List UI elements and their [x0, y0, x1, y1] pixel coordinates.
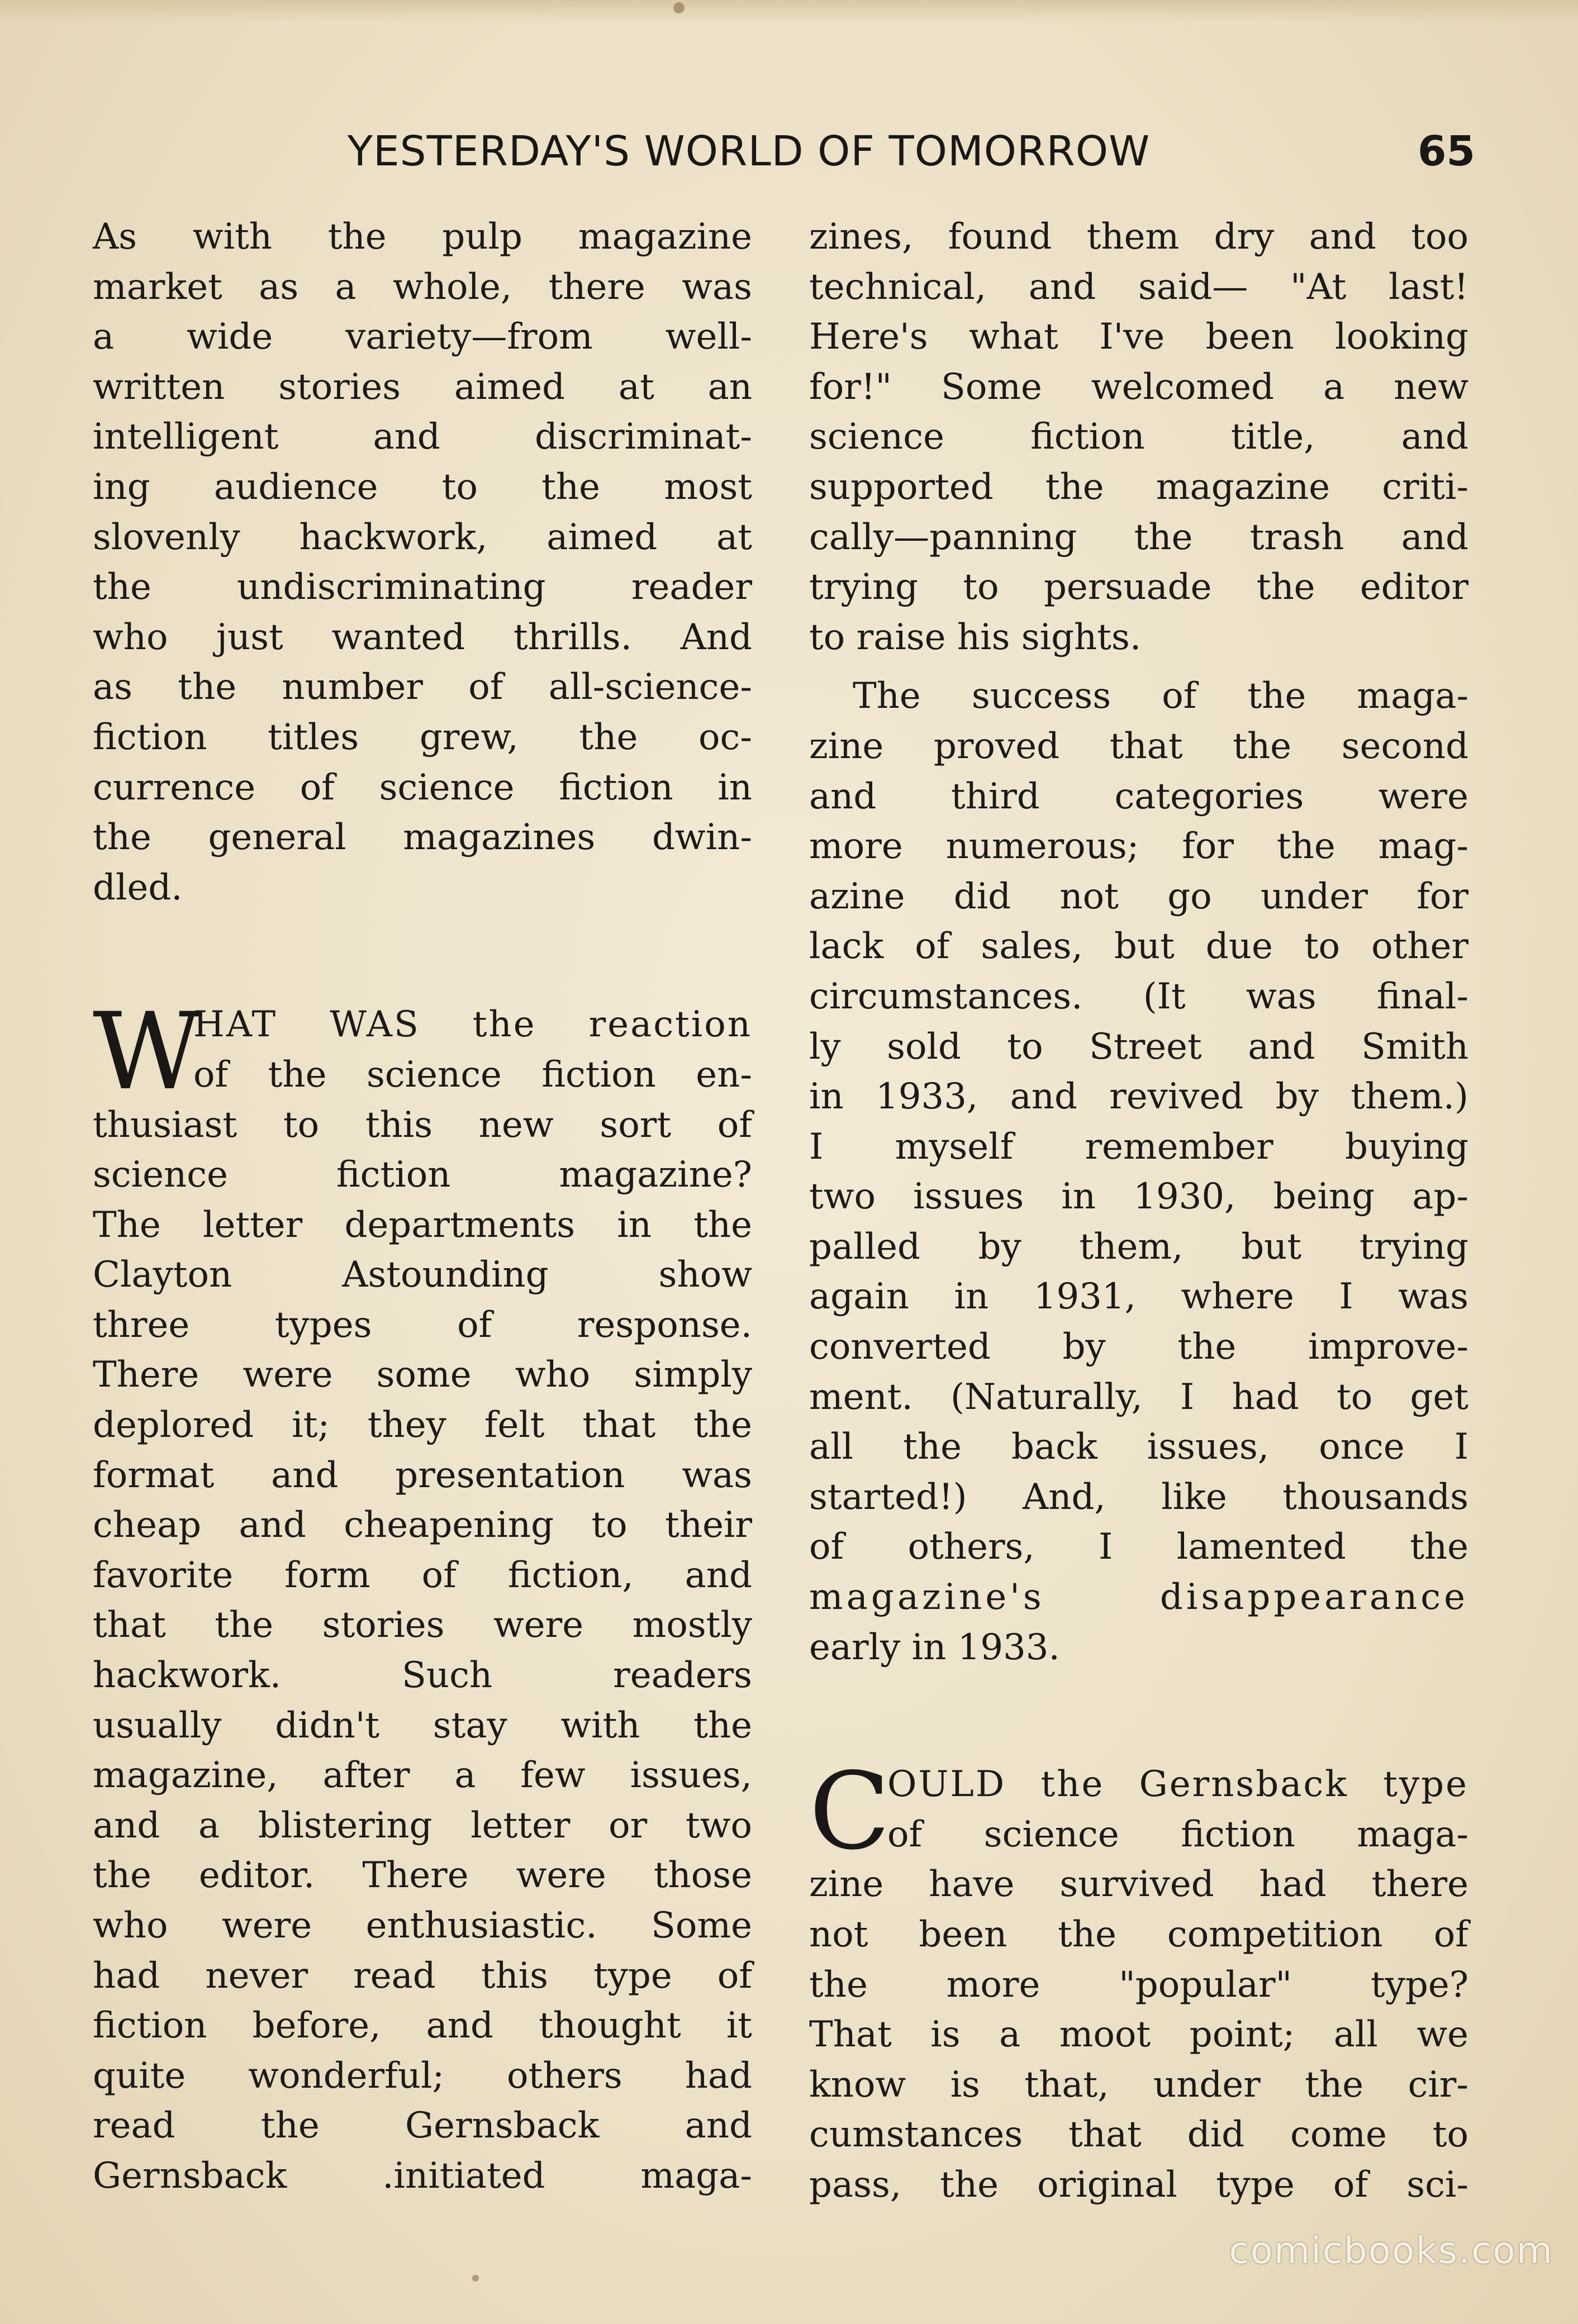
text-line: to raise his sights.: [809, 616, 1142, 658]
text-line: more numerous; for the mag-: [809, 826, 1468, 868]
left-column: [93, 212, 752, 2202]
text-line: thusiast to this new sort of: [93, 1104, 752, 1146]
text-line: supported the magazine criti-: [809, 466, 1468, 508]
text-line: fiction before, and thought it: [93, 2005, 752, 2047]
text-line: trying to persuade the editor: [809, 566, 1468, 608]
text-line-lead: OULD the Gernsback type: [887, 1764, 1468, 1806]
text-line: who were enthusiastic. Some: [93, 1905, 752, 1946]
text-line: the editor. There were those: [93, 1855, 752, 1897]
text-line: market as a whole, there was: [93, 266, 752, 308]
text-line: again in 1931, where I was: [809, 1276, 1468, 1318]
text-line: Here's what I've been looking: [809, 316, 1468, 358]
drop-cap: C: [809, 1750, 891, 1874]
text-line: had never read this type of: [93, 1955, 752, 1997]
text-line: of the science fiction en-: [193, 1054, 752, 1096]
watermark: comicbooks.com: [1229, 2229, 1553, 2272]
section-gap: [93, 913, 752, 1000]
text-line: magazine's disappearance: [809, 1577, 1468, 1618]
text-line: There were some who simply: [93, 1354, 752, 1396]
text-line: not been the competition of: [809, 1914, 1468, 1955]
paragraph: [809, 212, 1468, 663]
paragraph: [93, 212, 752, 913]
text-line: dled.: [93, 866, 183, 908]
text-line: magazine, after a few issues,: [93, 1755, 752, 1797]
text-line: science fiction magazine?: [93, 1154, 752, 1196]
text-line: quite wonderful; others had: [93, 2055, 752, 2097]
paper-spot: [673, 2, 685, 13]
paper-spot: [472, 2275, 479, 2282]
text-line: ment. (Naturally, I had to get: [809, 1376, 1468, 1418]
text-line: ing audience to the most: [93, 466, 752, 508]
text-line: two issues in 1930, being ap-: [809, 1176, 1468, 1218]
section-gap: [809, 1673, 1468, 1760]
text-line: early in 1933.: [809, 1626, 1060, 1668]
text-line: palled by them, but trying: [809, 1226, 1468, 1268]
text-line: who just wanted thrills. And: [93, 616, 752, 658]
text-line: I myself remember buying: [809, 1126, 1468, 1168]
text-line: cumstances that did come to: [809, 2114, 1468, 2156]
text-line: and third categories were: [809, 775, 1468, 817]
text-line: currence of science fiction in: [93, 766, 752, 808]
text-line: three types of response.: [93, 1304, 752, 1346]
text-line: intelligent and discriminat-: [93, 416, 752, 458]
text-line: circumstances. (It was final-: [809, 975, 1468, 1017]
text-line: Gernsback .initiated maga-: [93, 2155, 752, 2197]
text-line: The letter departments in the: [93, 1204, 752, 1246]
text-line: as the number of all-science-: [93, 666, 752, 708]
text-line: pass, the original type of sci-: [809, 2164, 1468, 2206]
paragraph-gap: [809, 663, 1468, 672]
text-line: the more "popular" type?: [809, 1964, 1468, 2006]
text-line: converted by the improve-: [809, 1326, 1468, 1368]
text-line: all the back issues, once I: [809, 1426, 1468, 1468]
text-line: cally—panning the trash and: [809, 516, 1468, 558]
text-line: and a blistering letter or two: [93, 1804, 752, 1846]
page-number: 65: [1418, 127, 1475, 175]
text-line: the general magazines dwin-: [93, 817, 752, 859]
text-line: of science fiction maga-: [887, 1813, 1468, 1855]
text-line: science fiction title, and: [809, 416, 1468, 458]
text-line: zines, found them dry and too: [809, 216, 1468, 258]
text-line: format and presentation was: [93, 1454, 752, 1496]
text-line: of others, I lamented the: [809, 1526, 1468, 1568]
text-line: zine proved that the second: [809, 725, 1468, 767]
text-line: know is that, under the cir-: [809, 2064, 1468, 2106]
text-line: slovenly hackwork, aimed at: [93, 516, 752, 558]
text-line: deplored it; they felt that the: [93, 1404, 752, 1446]
text-line: usually didn't stay with the: [93, 1704, 752, 1746]
text-line: a wide variety—from well-: [93, 316, 752, 358]
text-line: written stories aimed at an: [93, 366, 752, 408]
text-line: ly sold to Street and Smith: [809, 1026, 1468, 1068]
drop-cap: W: [93, 990, 202, 1114]
right-column: [809, 212, 1468, 2211]
running-title: YESTERDAY'S WORLD OF TOMORROW: [347, 127, 1151, 175]
text-line: for!" Some welcomed a new: [809, 366, 1468, 408]
text-line: lack of sales, but due to other: [809, 926, 1468, 968]
text-line: cheap and cheapening to their: [93, 1504, 752, 1546]
paragraph: [809, 672, 1468, 1673]
text-line: started!) And, like thousands: [809, 1476, 1468, 1518]
paragraph: [809, 1750, 1468, 2210]
text-line: technical, and said— "At last!: [809, 266, 1468, 308]
text-line: in 1933, and revived by them.): [809, 1076, 1468, 1118]
page-edge-shadow: [0, 0, 1578, 22]
text-line: that the stories were mostly: [93, 1604, 752, 1646]
text-line: azine did not go under for: [809, 875, 1468, 917]
text-line: As with the pulp magazine: [93, 216, 752, 258]
text-line: read the Gernsback and: [93, 2105, 752, 2147]
text-line: hackwork. Such readers: [93, 1655, 752, 1697]
paragraph: [93, 990, 752, 2201]
text-line: favorite form of fiction, and: [93, 1554, 752, 1596]
text-line: zine have survived had there: [809, 1864, 1468, 1906]
text-line: The success of the maga-: [853, 675, 1468, 717]
text-line: Clayton Astounding show: [93, 1254, 752, 1296]
text-line: the undiscriminating reader: [93, 566, 752, 608]
text-line: fiction titles grew, the oc-: [93, 716, 752, 758]
text-line-lead: HAT WAS the reaction: [193, 1004, 752, 1046]
text-line: That is a moot point; all we: [809, 2014, 1468, 2056]
page-header: [0, 127, 1578, 194]
